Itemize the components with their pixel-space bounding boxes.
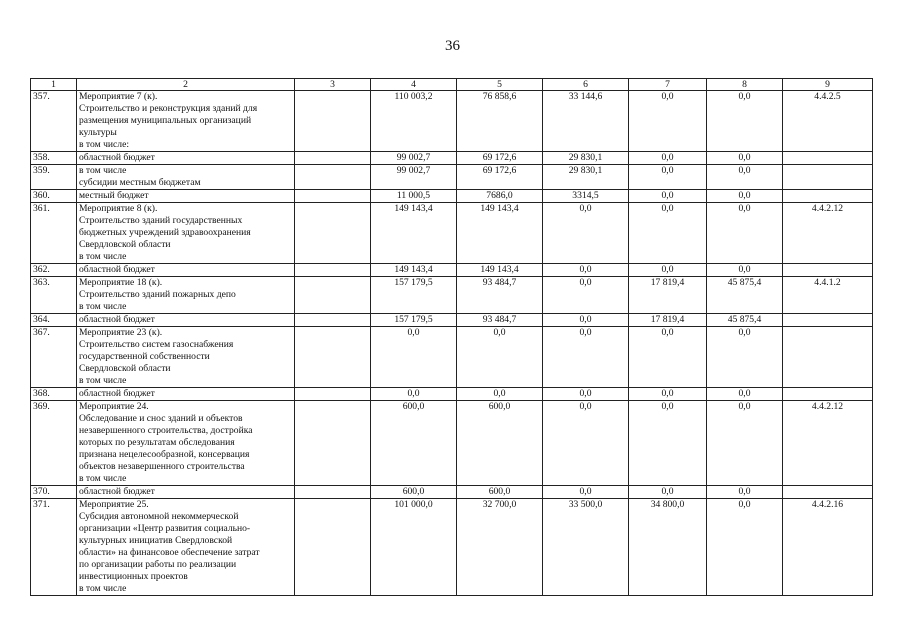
cell-amount-c5: 69 172,6 [457, 165, 543, 190]
table-row [31, 314, 873, 327]
description-line: незавершенного строительства, достройка [79, 425, 253, 436]
description-line: организации «Центр развития социально- [79, 523, 251, 534]
row-description [77, 277, 295, 314]
header-col-1: 1 [31, 79, 77, 91]
header-col-3: 3 [295, 79, 371, 91]
cell-amount-c8: 0,0 [707, 401, 783, 486]
row-description [77, 314, 295, 327]
description-line: области» на финансовое обеспечение затрат [79, 547, 260, 558]
description-line: Мероприятие 24. [79, 401, 149, 412]
header-col-2: 2 [77, 79, 295, 91]
cell-amount-c6: 0,0 [543, 314, 629, 327]
cell-amount-c5: 69 172,6 [457, 152, 543, 165]
cell-amount-c5: 600,0 [457, 486, 543, 499]
row-number: 364. [31, 314, 77, 327]
cell-amount-c5: 149 143,4 [457, 203, 543, 264]
header-col-5: 5 [457, 79, 543, 91]
page-number: 36 [445, 38, 460, 54]
description-line: Мероприятие 23 (к). [79, 327, 163, 338]
cell-amount-c6: 33 144,6 [543, 91, 629, 152]
row-number: 370. [31, 486, 77, 499]
description-line: субсидии местным бюджетам [79, 177, 201, 188]
cell-amount-c4: 149 143,4 [371, 264, 457, 277]
cell-amount-c5: 93 484,7 [457, 314, 543, 327]
header-col-7: 7 [629, 79, 707, 91]
table-row [31, 91, 873, 152]
cell-amount-c8: 45 875,4 [707, 314, 783, 327]
cell-amount-c4: 0,0 [371, 388, 457, 401]
description-line: местный бюджет [79, 190, 149, 201]
cell-target-code: 4.4.2.12 [783, 203, 873, 264]
table-row [31, 165, 873, 190]
description-line: областной бюджет [79, 264, 155, 275]
table-row [31, 401, 873, 486]
row-description [77, 91, 295, 152]
cell-amount-c6: 29 830,1 [543, 165, 629, 190]
cell-amount-c8: 0,0 [707, 203, 783, 264]
cell-amount-c3 [295, 327, 371, 388]
row-description [77, 401, 295, 486]
description-line: в том числе [79, 301, 127, 312]
description-line: Свердловской области [79, 363, 171, 374]
row-number: 357. [31, 91, 77, 152]
description-line: в том числе [79, 473, 127, 484]
description-line: Мероприятие 7 (к). [79, 91, 158, 102]
cell-amount-c6: 0,0 [543, 327, 629, 388]
cell-amount-c7: 0,0 [629, 401, 707, 486]
description-line: которых по результатам обследования [79, 437, 235, 448]
cell-amount-c4: 101 000,0 [371, 499, 457, 596]
cell-amount-c5: 600,0 [457, 401, 543, 486]
row-number: 359. [31, 165, 77, 190]
cell-amount-c4: 0,0 [371, 327, 457, 388]
cell-amount-c6: 3314,5 [543, 190, 629, 203]
cell-amount-c8: 0,0 [707, 152, 783, 165]
cell-amount-c8: 45 875,4 [707, 277, 783, 314]
table-header-row [31, 79, 873, 91]
row-description [77, 499, 295, 596]
description-line: государственной собственности [79, 351, 210, 362]
row-number: 361. [31, 203, 77, 264]
description-line: Строительство и реконструкция зданий для [79, 103, 258, 114]
cell-amount-c3 [295, 190, 371, 203]
description-line: бюджетных учреждений здравоохранения [79, 227, 251, 238]
description-line: в том числе [79, 583, 127, 594]
cell-target-code [783, 152, 873, 165]
cell-amount-c3 [295, 314, 371, 327]
cell-amount-c4: 110 003,2 [371, 91, 457, 152]
description-line: Мероприятие 8 (к). [79, 203, 158, 214]
table-row [31, 152, 873, 165]
cell-amount-c7: 17 819,4 [629, 314, 707, 327]
cell-amount-c3 [295, 264, 371, 277]
cell-amount-c7: 0,0 [629, 203, 707, 264]
cell-amount-c5: 7686,0 [457, 190, 543, 203]
row-number: 358. [31, 152, 77, 165]
cell-amount-c7: 0,0 [629, 264, 707, 277]
cell-amount-c4: 600,0 [371, 486, 457, 499]
cell-amount-c3 [295, 277, 371, 314]
cell-amount-c6: 29 830,1 [543, 152, 629, 165]
cell-amount-c4: 157 179,5 [371, 277, 457, 314]
cell-amount-c6: 0,0 [543, 486, 629, 499]
row-description [77, 152, 295, 165]
cell-amount-c3 [295, 499, 371, 596]
table-row [31, 264, 873, 277]
cell-amount-c7: 0,0 [629, 152, 707, 165]
description-line: Субсидия автономной некоммерческой [79, 511, 239, 522]
table-row [31, 486, 873, 499]
cell-amount-c7: 0,0 [629, 327, 707, 388]
cell-target-code: 4.4.1.2 [783, 277, 873, 314]
description-line: признана нецелесообразной, консервация [79, 449, 250, 460]
description-line: областной бюджет [79, 152, 155, 163]
cell-amount-c8: 0,0 [707, 190, 783, 203]
cell-target-code: 4.4.2.12 [783, 401, 873, 486]
row-description [77, 165, 295, 190]
table-row [31, 388, 873, 401]
description-line: Строительство систем газоснабжения [79, 339, 234, 350]
header-col-8: 8 [707, 79, 783, 91]
description-line: Мероприятие 18 (к). [79, 277, 163, 288]
cell-amount-c4: 157 179,5 [371, 314, 457, 327]
cell-amount-c6: 0,0 [543, 264, 629, 277]
cell-target-code [783, 486, 873, 499]
cell-amount-c3 [295, 203, 371, 264]
description-line: Свердловской области [79, 239, 171, 250]
row-number: 363. [31, 277, 77, 314]
cell-amount-c5: 149 143,4 [457, 264, 543, 277]
cell-amount-c5: 32 700,0 [457, 499, 543, 596]
cell-target-code [783, 314, 873, 327]
description-line: в том числе [79, 251, 127, 262]
description-line: в том числе: [79, 139, 130, 150]
table-row [31, 327, 873, 388]
description-line: культуры [79, 127, 117, 138]
description-line: в том числе [79, 165, 127, 176]
description-line: областной бюджет [79, 486, 155, 497]
cell-amount-c5: 93 484,7 [457, 277, 543, 314]
cell-amount-c5: 0,0 [457, 388, 543, 401]
row-number: 360. [31, 190, 77, 203]
description-line: объектов незавершенного строительства [79, 461, 245, 472]
row-description [77, 388, 295, 401]
cell-amount-c7: 0,0 [629, 388, 707, 401]
budget-table [30, 78, 873, 596]
table-row [31, 190, 873, 203]
description-line: Обследование и снос зданий и объектов [79, 413, 243, 424]
cell-amount-c6: 0,0 [543, 277, 629, 314]
cell-amount-c6: 33 500,0 [543, 499, 629, 596]
cell-target-code [783, 327, 873, 388]
cell-amount-c3 [295, 152, 371, 165]
description-line: инвестиционных проектов [79, 571, 188, 582]
description-line: культурных инициатив Свердловской [79, 535, 233, 546]
cell-target-code: 4.4.2.5 [783, 91, 873, 152]
cell-amount-c3 [295, 486, 371, 499]
cell-amount-c7: 34 800,0 [629, 499, 707, 596]
description-line: Строительство зданий пожарных депо [79, 289, 236, 300]
table-row [31, 203, 873, 264]
row-number: 362. [31, 264, 77, 277]
cell-amount-c8: 0,0 [707, 327, 783, 388]
cell-amount-c5: 0,0 [457, 327, 543, 388]
description-line: по организации работы по реализации [79, 559, 237, 570]
cell-amount-c4: 149 143,4 [371, 203, 457, 264]
cell-amount-c6: 0,0 [543, 401, 629, 486]
row-number: 371. [31, 499, 77, 596]
cell-amount-c4: 600,0 [371, 401, 457, 486]
header-col-6: 6 [543, 79, 629, 91]
cell-target-code [783, 190, 873, 203]
description-line: Мероприятие 25. [79, 499, 149, 510]
row-description [77, 486, 295, 499]
cell-amount-c7: 0,0 [629, 190, 707, 203]
table-body [31, 91, 873, 596]
cell-amount-c8: 0,0 [707, 486, 783, 499]
cell-amount-c3 [295, 388, 371, 401]
cell-amount-c8: 0,0 [707, 499, 783, 596]
row-description [77, 190, 295, 203]
header-col-4: 4 [371, 79, 457, 91]
cell-amount-c3 [295, 91, 371, 152]
cell-amount-c8: 0,0 [707, 264, 783, 277]
cell-amount-c6: 0,0 [543, 203, 629, 264]
description-line: размещения муниципальных организаций [79, 115, 252, 126]
description-line: в том числе [79, 375, 127, 386]
cell-amount-c4: 99 002,7 [371, 152, 457, 165]
cell-amount-c7: 0,0 [629, 486, 707, 499]
cell-target-code [783, 264, 873, 277]
header-col-9: 9 [783, 79, 873, 91]
cell-amount-c8: 0,0 [707, 91, 783, 152]
cell-target-code: 4.4.2.16 [783, 499, 873, 596]
description-line: Строительство зданий государственных [79, 215, 243, 226]
cell-amount-c8: 0,0 [707, 165, 783, 190]
cell-amount-c3 [295, 165, 371, 190]
table-row [31, 277, 873, 314]
cell-amount-c7: 17 819,4 [629, 277, 707, 314]
row-description [77, 327, 295, 388]
row-number: 367. [31, 327, 77, 388]
cell-amount-c3 [295, 401, 371, 486]
cell-amount-c8: 0,0 [707, 388, 783, 401]
cell-amount-c7: 0,0 [629, 165, 707, 190]
row-number: 369. [31, 401, 77, 486]
cell-amount-c4: 11 000,5 [371, 190, 457, 203]
cell-target-code [783, 388, 873, 401]
cell-target-code [783, 165, 873, 190]
description-line: областной бюджет [79, 388, 155, 399]
cell-amount-c6: 0,0 [543, 388, 629, 401]
cell-amount-c7: 0,0 [629, 91, 707, 152]
cell-amount-c4: 99 002,7 [371, 165, 457, 190]
table-row [31, 499, 873, 596]
row-number: 368. [31, 388, 77, 401]
row-description [77, 203, 295, 264]
description-line: областной бюджет [79, 314, 155, 325]
row-description [77, 264, 295, 277]
cell-amount-c5: 76 858,6 [457, 91, 543, 152]
